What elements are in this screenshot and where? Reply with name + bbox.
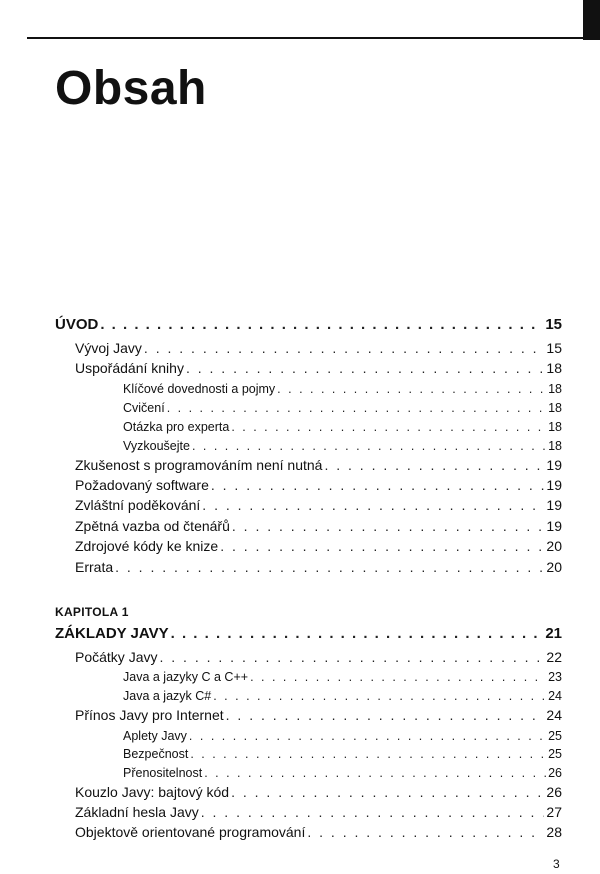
leader-dots [192,439,546,453]
toc-entry-label: Otázka pro experta [123,420,230,434]
toc-entry-label: Zkušenost s programováním není nutná [75,457,323,473]
toc-entry-page: 24 [548,689,562,703]
leader-dots [115,559,544,575]
toc-entry-label: Přínos Javy pro Internet [75,707,224,723]
toc-entry-page: 25 [548,747,562,761]
toc-entry-page: 28 [546,824,562,840]
toc-entry-label: Požadovaný software [75,477,209,493]
toc-entry [75,784,562,800]
toc-entry-label: Přenositelnost [123,766,203,780]
leader-dots [277,382,546,396]
toc-entry-label: Bezpečnost [123,747,189,761]
toc-entry-page: 25 [548,729,562,743]
toc-entry [75,538,562,554]
toc-entry-label: ZÁKLADY JAVY [55,625,169,642]
toc-subentry [123,729,562,743]
toc-entry [75,457,562,473]
toc-entry [75,497,562,513]
toc-subentry [123,420,562,434]
toc-entry-page: 20 [546,559,562,575]
toc-entry-label: Základní hesla Javy [75,804,199,820]
leader-dots [201,804,545,820]
page-title: Obsah [55,62,207,115]
toc-entry-page: 24 [546,707,562,723]
leader-dots [186,360,544,376]
toc-entry [75,824,562,840]
toc-entry-page: 18 [548,401,562,415]
toc-entry-chapter-title [55,625,562,642]
toc-entry-page: 15 [546,340,562,356]
toc-entry-label: Klíčové dovednosti a pojmy [123,382,276,396]
toc-entry [75,477,562,493]
toc-subentry [123,747,562,761]
leader-dots [324,457,544,473]
leader-dots [159,649,544,665]
toc-entry-label: ÚVOD [55,316,99,333]
toc-entry-page: 21 [545,625,562,642]
toc-subentry [123,439,562,453]
toc-entry-label: Vyzkoušejte [123,439,190,453]
toc-entry-page: 15 [545,316,562,333]
leader-dots [211,477,545,493]
leader-dots [226,707,545,723]
toc-entry [75,360,562,376]
toc-entry [75,340,562,356]
toc-entry-label: Errata [75,559,114,575]
leader-dots [171,625,544,642]
leader-dots [250,670,546,684]
leader-dots [220,538,544,554]
toc-entry [75,804,562,820]
toc-entry-page: 27 [546,804,562,820]
toc-entry-page: 23 [548,670,562,684]
leader-dots [307,824,544,840]
leader-dots [202,497,544,513]
leader-dots [190,747,546,761]
toc-entry-page: 26 [548,766,562,780]
toc-entry-label: Zdrojové kódy ke knize [75,538,219,554]
corner-tab [583,0,600,40]
toc-entry-page: 22 [546,649,562,665]
toc-entry-label: Aplety Javy [123,729,187,743]
leader-dots [100,316,543,333]
leader-dots [204,766,546,780]
toc-entry [75,518,562,534]
toc-entry-label: Cvičení [123,401,165,415]
toc-entry [75,707,562,723]
toc-entry-page: 26 [546,784,562,800]
toc-entry-page: 18 [548,420,562,434]
toc-entry-page: 18 [548,439,562,453]
toc-subentry [123,766,562,780]
toc-entry-label: Uspořádání knihy [75,360,184,376]
toc-entry-page: 19 [546,497,562,513]
toc-entry [75,559,562,575]
leader-dots [144,340,545,356]
toc-subentry [123,401,562,415]
leader-dots [189,729,546,743]
toc-entry-page: 20 [546,538,562,554]
toc-subentry [123,689,562,703]
toc-entry-label: Kouzlo Javy: bajtový kód [75,784,230,800]
leader-dots [213,689,546,703]
leader-dots [167,401,546,415]
toc-entry-label: Počátky Javy [75,649,158,665]
toc-entry-label: Java a jazyk C# [123,689,212,703]
toc-entry-label: Vývoj Javy [75,340,142,356]
toc-entry-label: Java a jazyky C a C++ [123,670,249,684]
chapter-label: KAPITOLA 1 [55,605,129,619]
toc-subentry [123,670,562,684]
page-number: 3 [553,857,560,871]
toc-entry-page: 19 [546,518,562,534]
toc-entry [75,649,562,665]
header-rule [27,37,587,39]
leader-dots [232,518,545,534]
toc-entry-label: Zvláštní poděkování [75,497,201,513]
toc-entry-page: 19 [546,477,562,493]
toc-subentry [123,382,562,396]
toc-entry-page: 18 [548,382,562,396]
toc-entry-uvod [55,316,562,333]
toc-entry-label: Zpětná vazba od čtenářů [75,518,230,534]
leader-dots [231,784,544,800]
toc-entry-label: Objektově orientované programování [75,824,306,840]
toc-entry-page: 19 [546,457,562,473]
leader-dots [231,420,546,434]
toc-entry-page: 18 [546,360,562,376]
